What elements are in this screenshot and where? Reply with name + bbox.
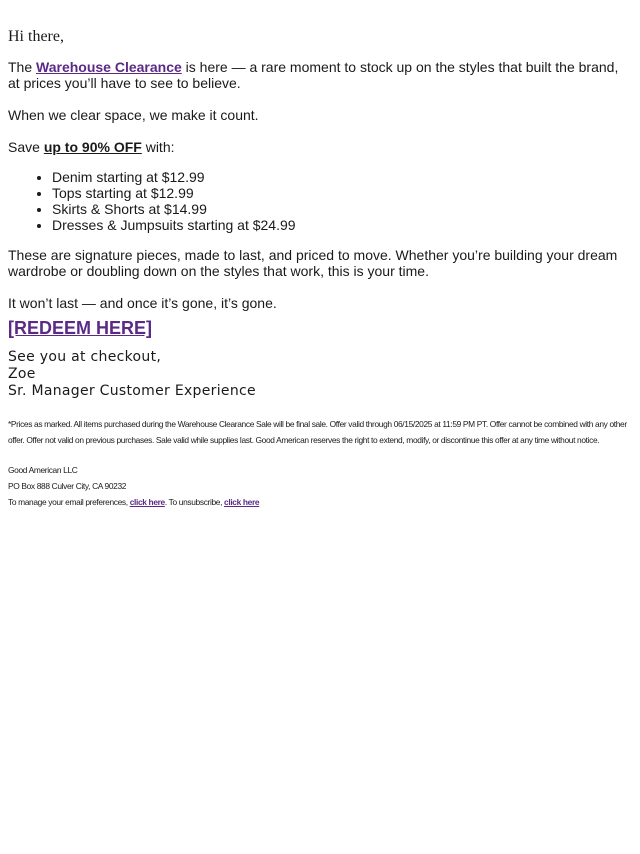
save-prefix: Save: [8, 139, 44, 155]
save-suffix: with:: [141, 139, 175, 155]
intro-paragraph: [8, 59, 628, 91]
signoff: [8, 349, 628, 400]
body-paragraph: These are signature pieces, made to last, and priced to move. Whether you’re building your dream wardrobe or doubling down on the styles that work, this is your time.: [8, 247, 618, 279]
offer-item-dresses-jumpsuits: • Dresses & Jumpsuits starting at $24.99: [52, 217, 628, 233]
offer-item-tops: • Tops starting at $12.99: [52, 185, 628, 201]
footer: [8, 462, 628, 510]
clear-space-line: When we clear space, we make it count.: [8, 107, 259, 123]
redeem-button[interactable]: [REDEEM HERE]: [8, 318, 153, 338]
warehouse-clearance-link[interactable]: Warehouse Clearance: [36, 59, 182, 75]
offer-list: [8, 169, 628, 233]
save-line: [8, 139, 628, 155]
signoff-title: Sr. Manager Customer Experience: [8, 383, 256, 399]
unsubscribe-prefix: . To unsubscribe,: [164, 497, 225, 507]
signoff-name: Zoe: [8, 366, 36, 382]
footer-company: Good American LLC: [8, 465, 78, 475]
save-highlight: up to 90% OFF: [43, 139, 142, 155]
footer-preferences: [8, 494, 628, 510]
footer-address: PO Box 888 Culver City, CA 90232: [8, 481, 127, 491]
fine-print: *Prices as marked. All items purchased during the Warehouse Clearance Sale will be final sale. Offer valid through 06/15/2025 at 11:59 PM PT. Offer cannot be combined with any other offer. Offer not valid on previous purchases. Sale valid while supplies last. Good American reserves the right to extend, modify, or discontinue this offer at any time without notice.: [8, 419, 627, 445]
offer-item-skirts-shorts: • Skirts & Shorts at $14.99: [52, 201, 628, 217]
urgency-line: It won’t last — and once it’s gone, it’s gone.: [8, 295, 277, 311]
greeting: Hi there,: [8, 28, 64, 45]
offer-item-denim: • Denim starting at $12.99: [52, 169, 628, 185]
email-body: [8, 26, 628, 510]
unsubscribe-link[interactable]: click here: [224, 497, 260, 507]
signoff-line: See you at checkout,: [8, 349, 162, 365]
intro-suffix: is here — a rare moment to stock up on the styles that built the brand, at prices you’ll have to see to believe.: [8, 59, 619, 91]
manage-prefix: To manage your email preferences,: [8, 497, 130, 507]
manage-preferences-link[interactable]: click here: [129, 497, 165, 507]
intro-prefix: The: [8, 59, 37, 75]
